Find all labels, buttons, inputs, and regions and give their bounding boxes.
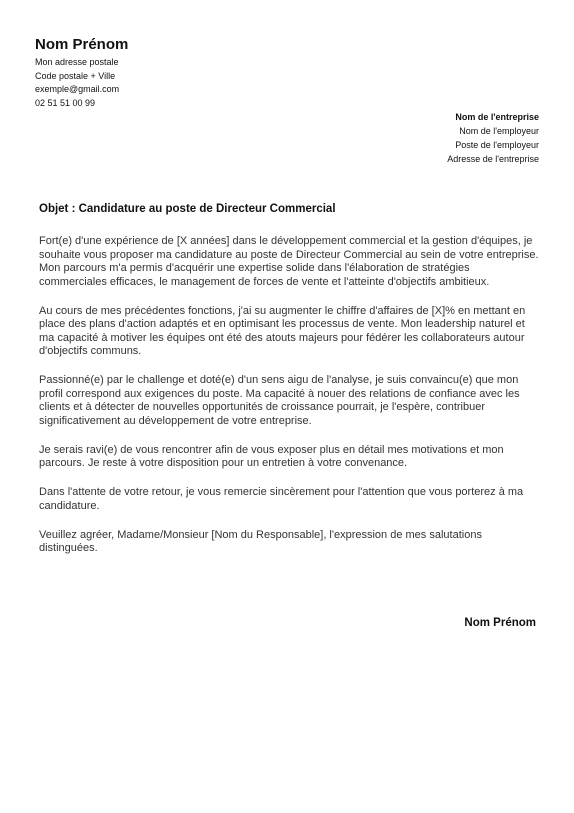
sender-block	[35, 36, 295, 110]
recipient-employer: Nom de l'employeur	[459, 126, 539, 136]
recipient-block	[279, 110, 539, 166]
letter-paragraph-5: Dans l'attente de votre retour, je vous remercie sincèrement pour l'attention que vous porterez à ma candidature.	[39, 486, 524, 512]
sender-city: Code postale + Ville	[35, 70, 116, 81]
sender-email: exemple@gmail.com	[35, 84, 120, 94]
letter-body	[39, 235, 539, 571]
recipient-address: Adresse de l'entreprise	[447, 154, 539, 164]
sender-name: Nom Prénom	[35, 36, 129, 53]
letter-paragraph-4: Je serais ravi(e) de vous rencontrer afin de vous exposer plus en détail mes motivations et mon parcours. Je reste à votre disposition pour un entretien à votre convenance.	[39, 443, 504, 469]
letter-subject: Objet : Candidature au poste de Directeur Commercial	[39, 203, 336, 215]
letter-paragraph-1: Fort(e) d'une expérience de [X années] dans le développement commercial et la gestion d'équipes, je souhaite vous proposer ma candidature au poste de Directeur Commercial au sein de votre entreprise. Mon parcours m'a permis d'acquérir une expertise solide dans l'élaboration de stratégies commerciales efficaces, le management de forces de vente et l'atteinte d'objectifs ambitieux.	[39, 235, 539, 288]
recipient-company: Nom de l'entreprise	[455, 112, 539, 122]
letter-signature: Nom Prénom	[464, 617, 536, 629]
letter-paragraph-2: Au cours de mes précédentes fonctions, j'ai su augmenter le chiffre d'affaires de [X]% en mettant en place des plans d'action adaptés et en optimisant les processus de vente. Mon leadership naturel et ma capacité à motiver les équipes ont été des atouts majeurs pour fédérer les collaborateurs autour d'objectifs communs.	[39, 304, 526, 357]
sender-phone: 02 51 51 00 99	[35, 97, 96, 108]
recipient-position: Poste de l'employeur	[455, 140, 539, 150]
sender-address: Mon adresse postale	[35, 57, 119, 67]
letter-paragraph-6: Veuillez agréer, Madame/Monsieur [Nom du Responsable], l'expression de mes salutations distinguées.	[39, 528, 482, 554]
letter-paragraph-3: Passionné(e) par le challenge et doté(e) d'un sens aigu de l'analyse, je suis convaincu(e) que mon profil correspond aux exigences du poste. Ma capacité à nouer des relations de confiance avec les clients et à détecter de nouvelles opportunités de croissance pourrait, je l'espère, contribuer significativement au développement de votre entreprise.	[39, 374, 520, 427]
